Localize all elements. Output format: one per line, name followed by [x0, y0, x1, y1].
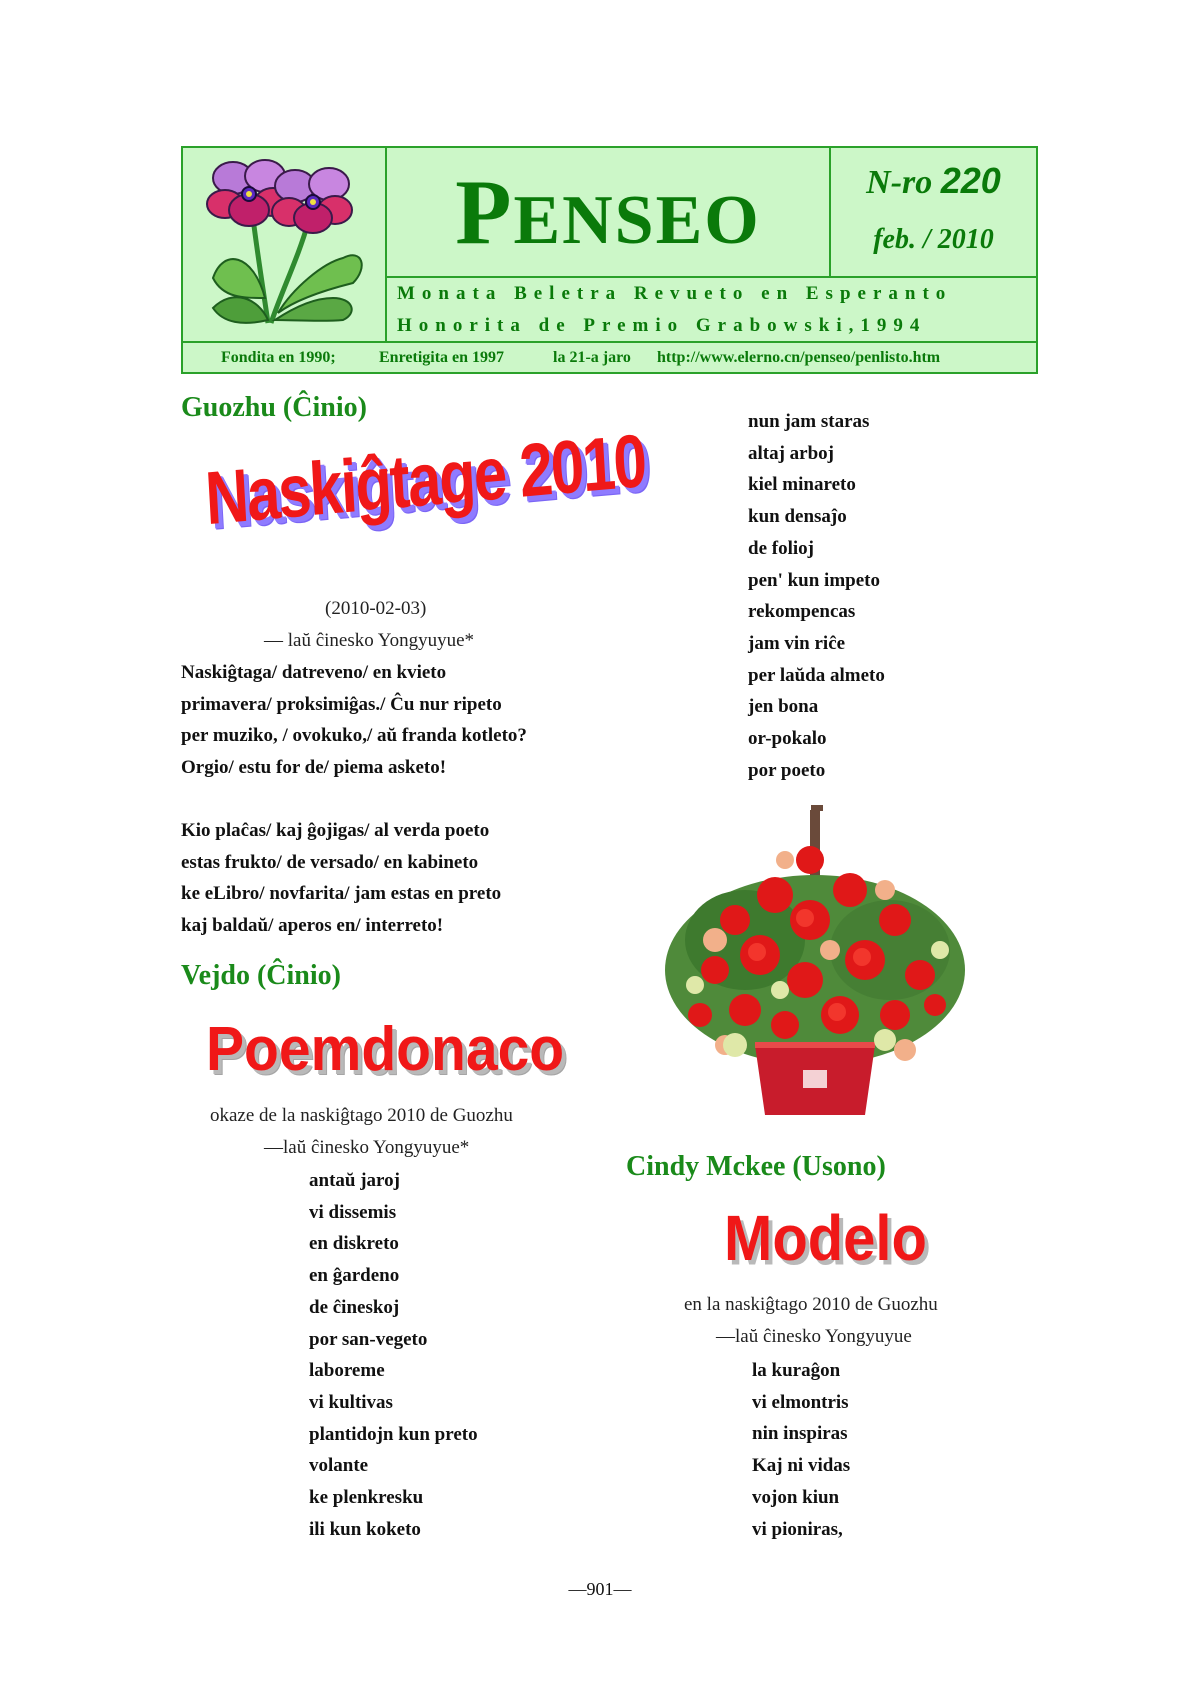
- article2-author: Vejdo (Ĉinio): [181, 960, 341, 991]
- issue-number: [831, 160, 1036, 202]
- article1-translator: — laŭ ĉinesko Yongyuyue*: [264, 630, 475, 651]
- year-text: la 21-a jaro: [553, 349, 631, 366]
- article1-author: Guozhu (Ĉinio): [181, 392, 367, 423]
- masthead-footer: [183, 341, 1036, 372]
- poem-line: en ĝardeno: [309, 1265, 400, 1287]
- issue-date: feb. / 2010: [873, 224, 994, 255]
- pansy-logo: [183, 148, 387, 341]
- poem-line: kun densaĵo: [748, 506, 847, 528]
- poem-line: en diskreto: [309, 1233, 399, 1255]
- poem-line: pen' kun impeto: [748, 569, 880, 591]
- poem-line: la kuraĝon: [752, 1360, 841, 1381]
- poem-line: Kio plaĉas/ kaj ĝojigas/ al verda poeto: [181, 820, 490, 841]
- poem-line: per laŭda almeto: [748, 664, 885, 686]
- masthead-subtitle: [387, 276, 1036, 341]
- issue-label: N-ro: [866, 164, 933, 201]
- poem-line: kiel minareto: [748, 474, 856, 496]
- poem-line: ke plenkresku: [309, 1487, 424, 1509]
- poem-line: Orgio/ estu for de/ piema asketo!: [181, 757, 447, 779]
- article2-lines-left: [309, 1165, 478, 1545]
- article1-stanza2: [181, 815, 501, 942]
- article3-occasion: en la naskiĝtago 2010 de Guozhu: [684, 1294, 938, 1315]
- poem-line: por san-vegeto: [309, 1328, 428, 1350]
- website-link[interactable]: http://www.elerno.cn/penseo/penlisto.htm: [657, 349, 941, 366]
- title-initial: P: [455, 161, 514, 263]
- founded-text: Fondita en 1990;: [221, 349, 336, 366]
- registered-text: Enretigita en 1997: [379, 349, 505, 366]
- poem-line: ke eLibro/ novfarita/ jam estas en preto: [181, 883, 502, 905]
- article2-translator: —laŭ ĉinesko Yongyuyue*: [264, 1137, 470, 1158]
- poem-line: or-pokalo: [748, 728, 827, 750]
- article2-title: Poemdonaco: [206, 1015, 565, 1084]
- poem-line: estas frukto/ de versado/ en kabineto: [181, 851, 479, 873]
- issue-box: [831, 148, 1036, 276]
- poem-line: de folioj: [748, 537, 814, 559]
- poem-line: vi dissemis: [309, 1201, 397, 1223]
- poem-line: kaj baldaŭ/ aperos en/ interreto!: [181, 915, 444, 937]
- poem-line: nin inspiras: [752, 1423, 848, 1445]
- poem-line: vi kultivas: [309, 1391, 393, 1413]
- page-number: —901—: [568, 1579, 632, 1599]
- poem-line: laboreme: [309, 1360, 385, 1382]
- article3-translator: —laŭ ĉinesko Yongyuyue: [716, 1326, 912, 1347]
- article1-stanza1: [181, 657, 527, 784]
- magazine-title: [387, 148, 831, 276]
- flower-bouquet-basket-icon: [655, 800, 975, 1125]
- subtitle-line-2: Honorita de Premio Grabowski,1994: [397, 315, 927, 336]
- article3-lines: [752, 1355, 850, 1545]
- poem-line: vojon kiun: [752, 1486, 840, 1508]
- poem-line: vi elmontris: [752, 1391, 849, 1413]
- poem-line: Kaj ni vidas: [752, 1455, 851, 1477]
- article3-title: Modelo: [724, 1202, 927, 1275]
- article2-occasion: okaze de la naskiĝtago 2010 de Guozhu: [210, 1105, 513, 1126]
- poem-line: jen bona: [748, 696, 819, 718]
- title-rest: ENSEO: [513, 182, 761, 259]
- article1-date: (2010-02-03): [325, 598, 427, 619]
- poem-line: de ĉineskoj: [309, 1296, 400, 1318]
- poem-line: volante: [309, 1455, 369, 1477]
- poem-line: Naskiĝtaga/ datreveno/ en kvieto: [181, 662, 447, 683]
- poem-line: ili kun koketo: [309, 1518, 421, 1540]
- poem-line: rekompencas: [748, 601, 856, 623]
- masthead: [181, 146, 1038, 374]
- article1-title: Naskiĝtage 2010: [203, 418, 648, 541]
- poem-line: per muziko, / ovokuko,/ aŭ franda kotleto?: [181, 725, 527, 747]
- poem-line: plantidojn kun preto: [309, 1423, 478, 1445]
- poem-line: jam vin riĉe: [748, 632, 846, 654]
- subtitle-line-1: Monata Beletra Revueto en Esperanto: [397, 283, 953, 304]
- issue-number-value: 220: [940, 160, 1001, 201]
- poem-line: primavera/ proksimiĝas./ Ĉu nur ripeto: [181, 693, 502, 715]
- article3-author: Cindy Mckee (Usono): [626, 1151, 886, 1182]
- poem-line: altaj arboj: [748, 442, 835, 464]
- pansy-flower-icon: [183, 148, 383, 338]
- poem-line: vi pioniras,: [752, 1518, 843, 1540]
- poem-line: nun jam staras: [748, 411, 870, 432]
- poem-line: por poeto: [748, 759, 826, 781]
- article2-lines-right: [748, 406, 885, 786]
- poem-line: antaŭ jaroj: [309, 1170, 400, 1191]
- flower-bouquet-illustration: [655, 800, 975, 1125]
